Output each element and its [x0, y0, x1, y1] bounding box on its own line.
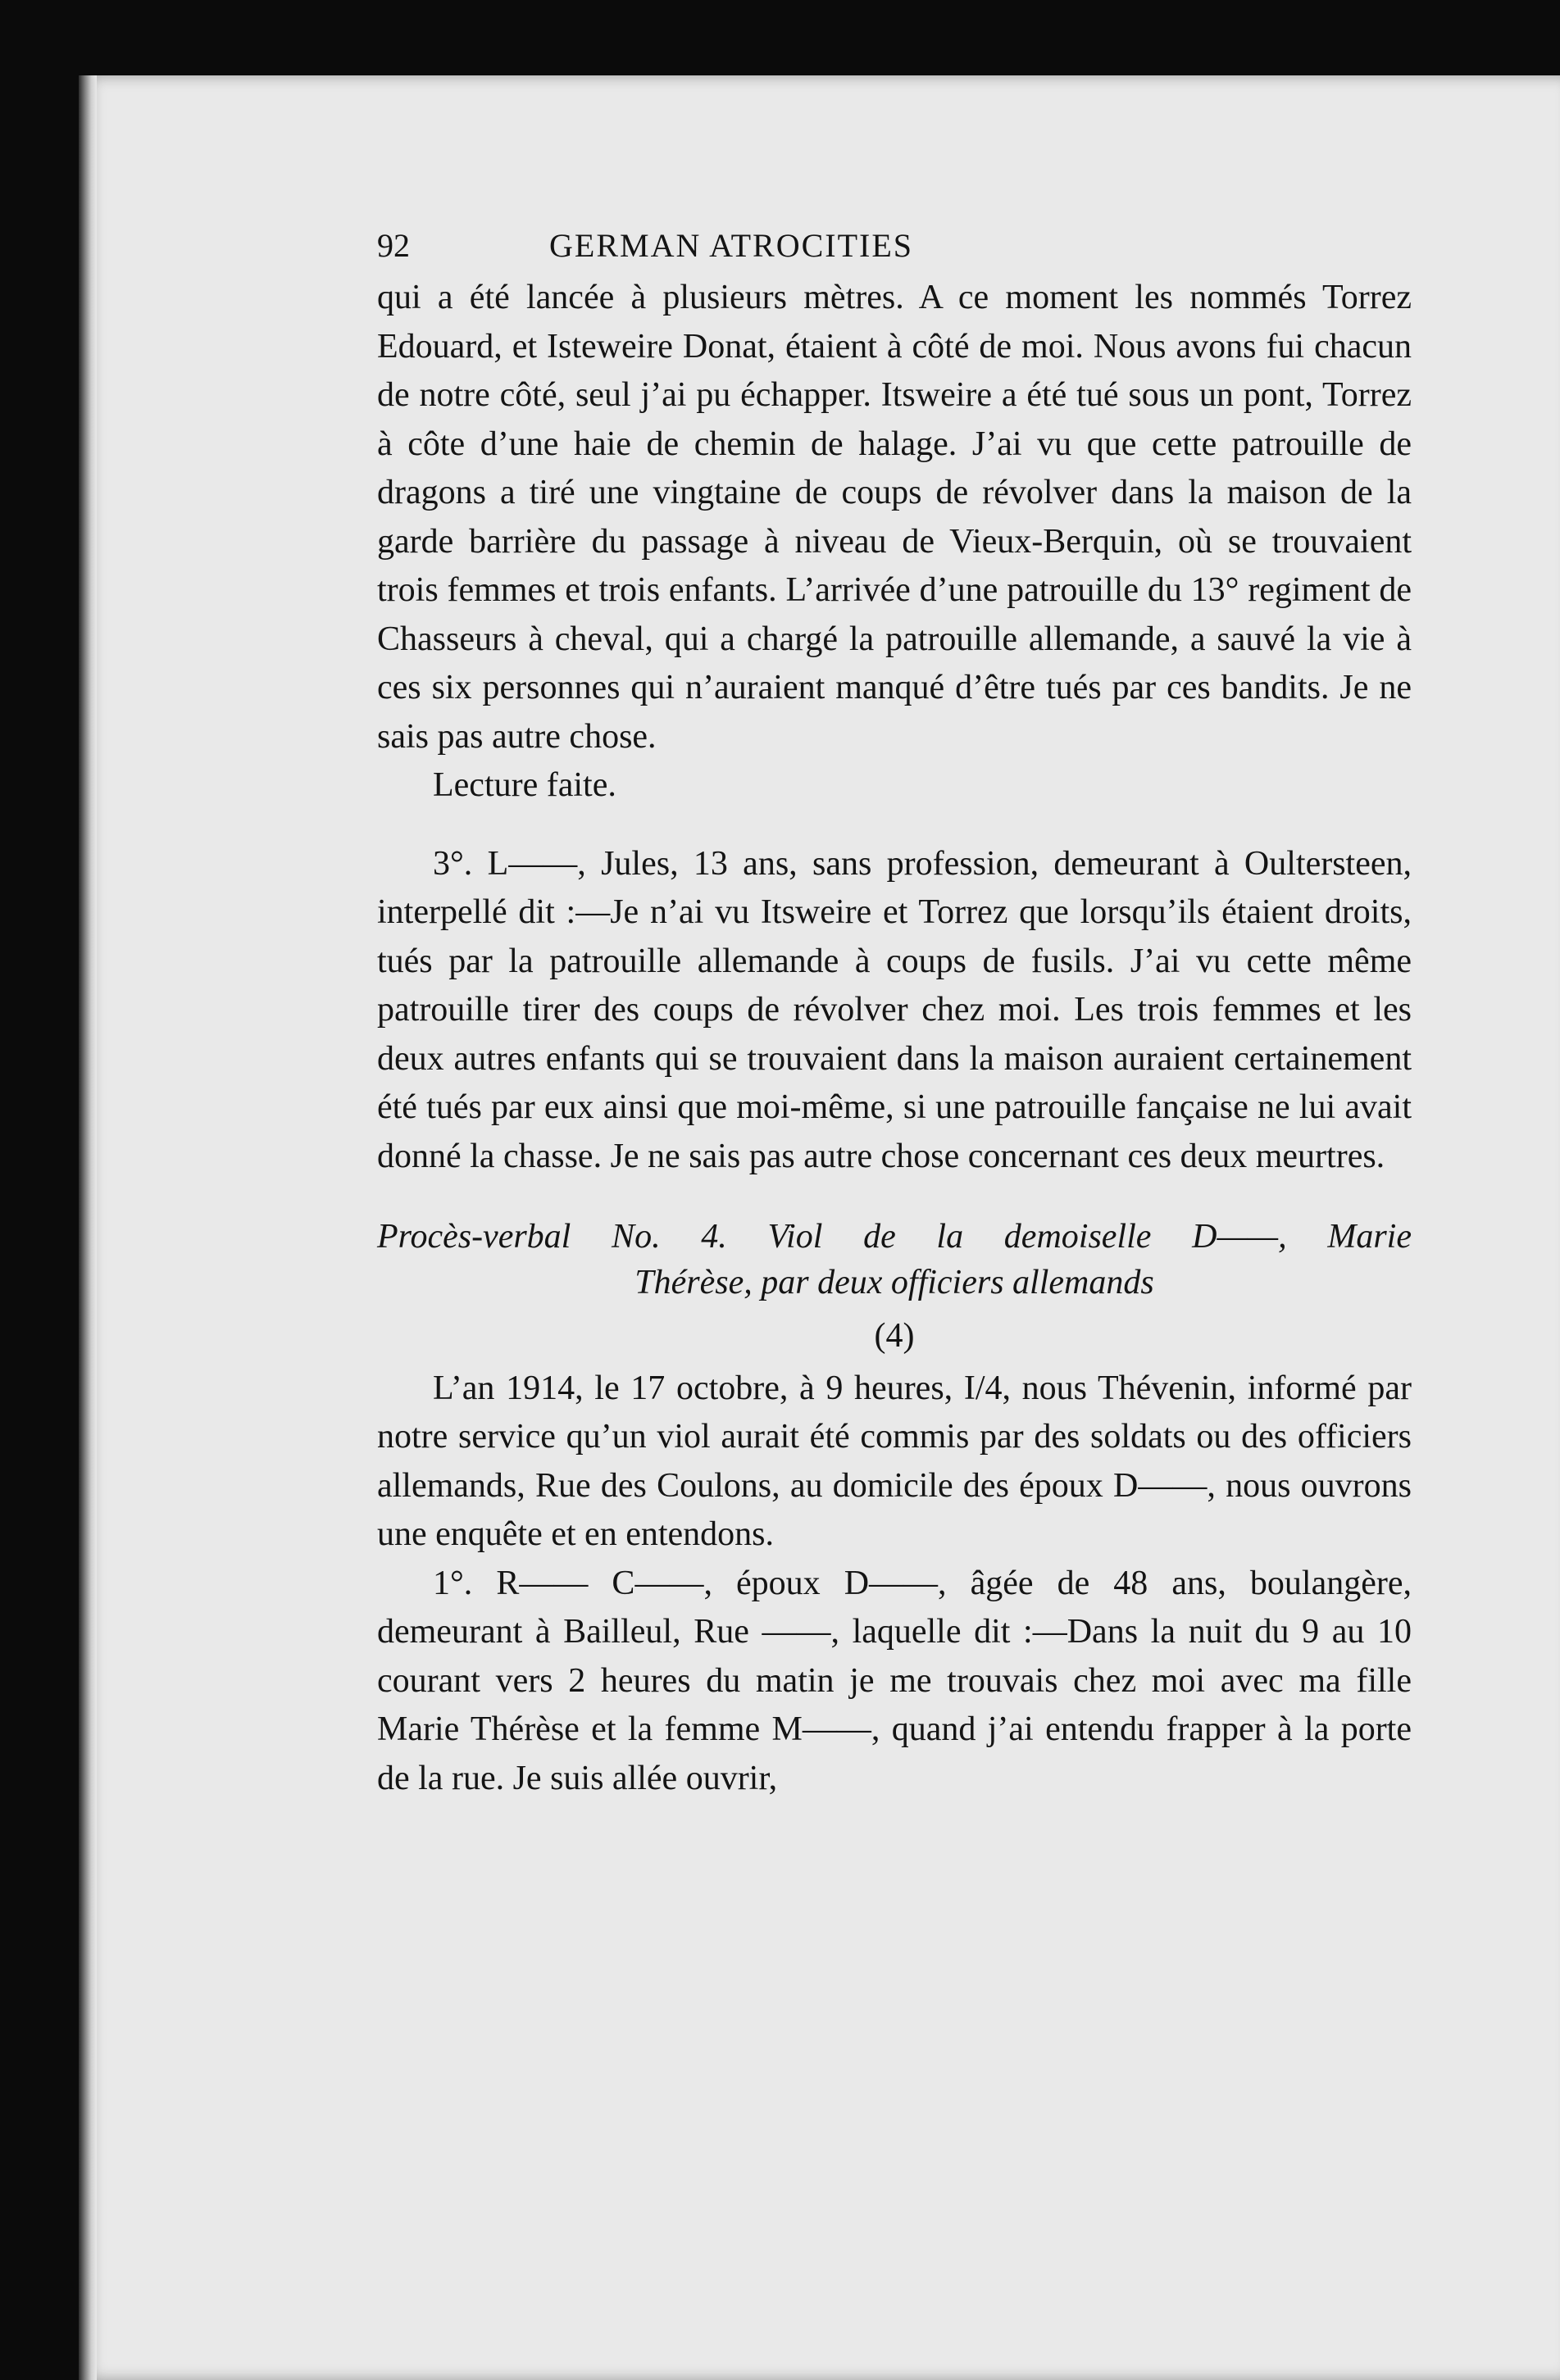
section-heading-line-2: Thérèse, par deux officiers allemands — [634, 1264, 1154, 1301]
section-heading-line-1: Procès-verbal No. 4. Viol de la demoiselle D——, Marie — [377, 1218, 1412, 1256]
paragraph-4: 1°. R—— C——, époux D——, âgée de 48 ans, boulangère, demeurant à Bailleul, Rue ——, laquelle dit :—Dans la nuit du 9 au 10 courant vers 2 heures du matin je me trouvais chez moi avec ma fille Marie Thérèse et la femme M——, quand j’ai entendu frapper à la porte de la rue. Je suis allée ouvrir, — [377, 1564, 1412, 1797]
running-title: GERMAN ATROCITIES — [549, 227, 914, 264]
page-number: 92 — [377, 227, 410, 264]
section-heading — [377, 1214, 1412, 1306]
lecture-faite: Lecture faite. — [433, 766, 616, 804]
running-head — [377, 221, 1412, 269]
paragraph-2: 3°. L——, Jules, 13 ans, sans profession, demeurant à Oultersteen, interpellé dit :—Je n’ai vu Itsweire et Torrez que lorsqu’ils étaient droits, tués par la patrouille allemande à coups de fusils. J’ai vu cette même patrouille tirer des coups de révolver chez moi. Les trois femmes et les deux autres enfants qui se trouvaient dans la maison auraient certainement été tués par eux ainsi que moi-même, si une patrouille fançaise ne lui avait donné la chasse. Je ne sais pas autre chose concernant ces deux meurtres. — [377, 844, 1412, 1175]
text-block — [377, 221, 1412, 1803]
section-number: (4) — [874, 1317, 915, 1355]
paragraph-3: L’an 1914, le 17 octobre, à 9 heures, I/4, nous Thévenin, informé par notre service qu’un viol aurait été commis par des soldats ou des officiers allemands, Rue des Coulons, au domicile des époux D——, nous ouvrons une enquête et en entendons. — [377, 1369, 1412, 1553]
page-edge-shadow — [79, 75, 97, 2380]
paragraph-1: qui a été lancée à plusieurs mètres. A ce moment les nommés Torrez Edouard, et Isteweire Donat, étaient à côté de moi. Nous avons fui chacun de notre côté, seul j’ai pu échapper. Itsweire a été tué sous un pont, Torrez à côte d’une haie de chemin de halage. J’ai vu que cette patrouille de dragons a tiré une vingtaine de coups de révolver dans la maison de la garde barrière du passage à niveau de Vieux-Berquin, où se trouvaient trois femmes et trois enfants. L’arrivée d’une patrouille du 13° regiment de Chasseurs à cheval, qui a chargé la patrouille allemande, a sauvé la vie à ces six personnes qui n’auraient manqué d’être tués par ces bandits. Je ne sais pas autre chose. — [377, 279, 1412, 756]
